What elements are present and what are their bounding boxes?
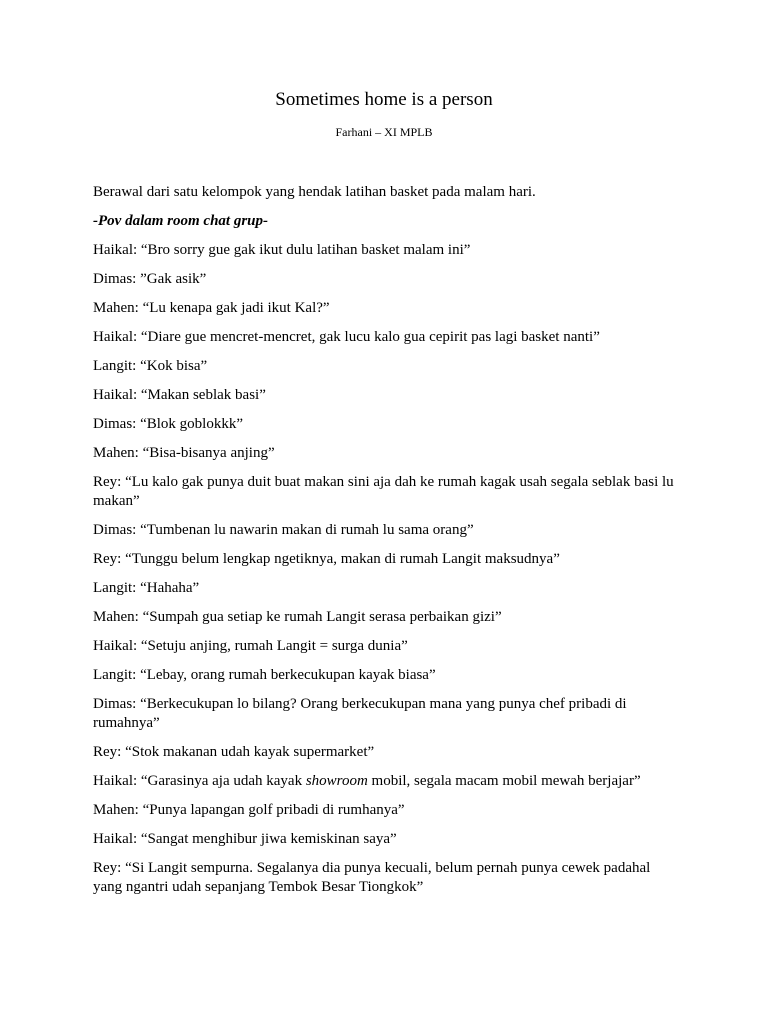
chat-line: Haikal: “Makan seblak basi” [93,387,266,403]
chat-line: Langit: “Lebay, orang rumah berkecukupan kayak biasa” [93,667,436,683]
chat-line: Rey: “Si Langit sempurna. Segalanya dia punya kecuali, belum pernah punya cewek padahal yang ngantri udah sepanjang Tembok Besar Tiongkok” [93,860,651,895]
chat-line: Haikal: “Bro sorry gue gak ikut dulu latihan basket malam ini” [93,242,471,258]
chat-line: Mahen: “Punya lapangan golf pribadi di rumhanya” [93,802,405,818]
pov-heading: -Pov dalam room chat grup- [93,213,268,229]
chat-line-italic-word: showroom [305,773,368,789]
chat-line: Mahen: “Bisa-bisanya anjing” [93,445,275,461]
author-line: Farhani – XI MPLB [335,125,433,139]
chat-line: Haikal: “Diare gue mencret-mencret, gak lucu kalo gua cepirit pas lagi basket nanti” [93,329,600,345]
chat-line: Rey: “Stok makanan udah kayak supermarket” [93,744,375,760]
chat-line: Haikal: “Setuju anjing, rumah Langit = surga dunia” [93,638,408,654]
chat-line: Mahen: “Lu kenapa gak jadi ikut Kal?” [93,300,330,316]
chat-line-text-after: mobil, segala macam mobil mewah berjajar” [367,773,641,789]
chat-line: Dimas: “Tumbenan lu nawarin makan di rumah lu sama orang” [93,522,474,538]
chat-line [93,772,683,791]
narration-paragraph: Berawal dari satu kelompok yang hendak latihan basket pada malam hari. [93,184,536,200]
chat-line: Langit: “Kok bisa” [93,358,208,374]
chat-line: Langit: “Hahaha” [93,580,200,596]
chat-line: Mahen: “Sumpah gua setiap ke rumah Langit serasa perbaikan gizi” [93,609,502,625]
chat-line: Dimas: “Berkecukupan lo bilang? Orang berkecukupan mana yang punya chef pribadi di rumahnya” [93,696,627,731]
chat-line: Haikal: “Sangat menghibur jiwa kemiskinan saya” [93,831,397,847]
chat-line: Dimas: “Blok goblokkk” [93,416,243,432]
chat-line: Dimas: ”Gak asik” [93,271,207,287]
chat-line-text-before: Haikal: “Garasinya aja udah kayak [93,773,306,789]
story-body [93,183,683,907]
chat-line: Rey: “Tunggu belum lengkap ngetiknya, makan di rumah Langit maksudnya” [93,551,560,567]
page-title: Sometimes home is a person [275,89,493,110]
chat-line: Rey: “Lu kalo gak punya duit buat makan sini aja dah ke rumah kagak usah segala seblak basi lu makan” [93,474,674,509]
